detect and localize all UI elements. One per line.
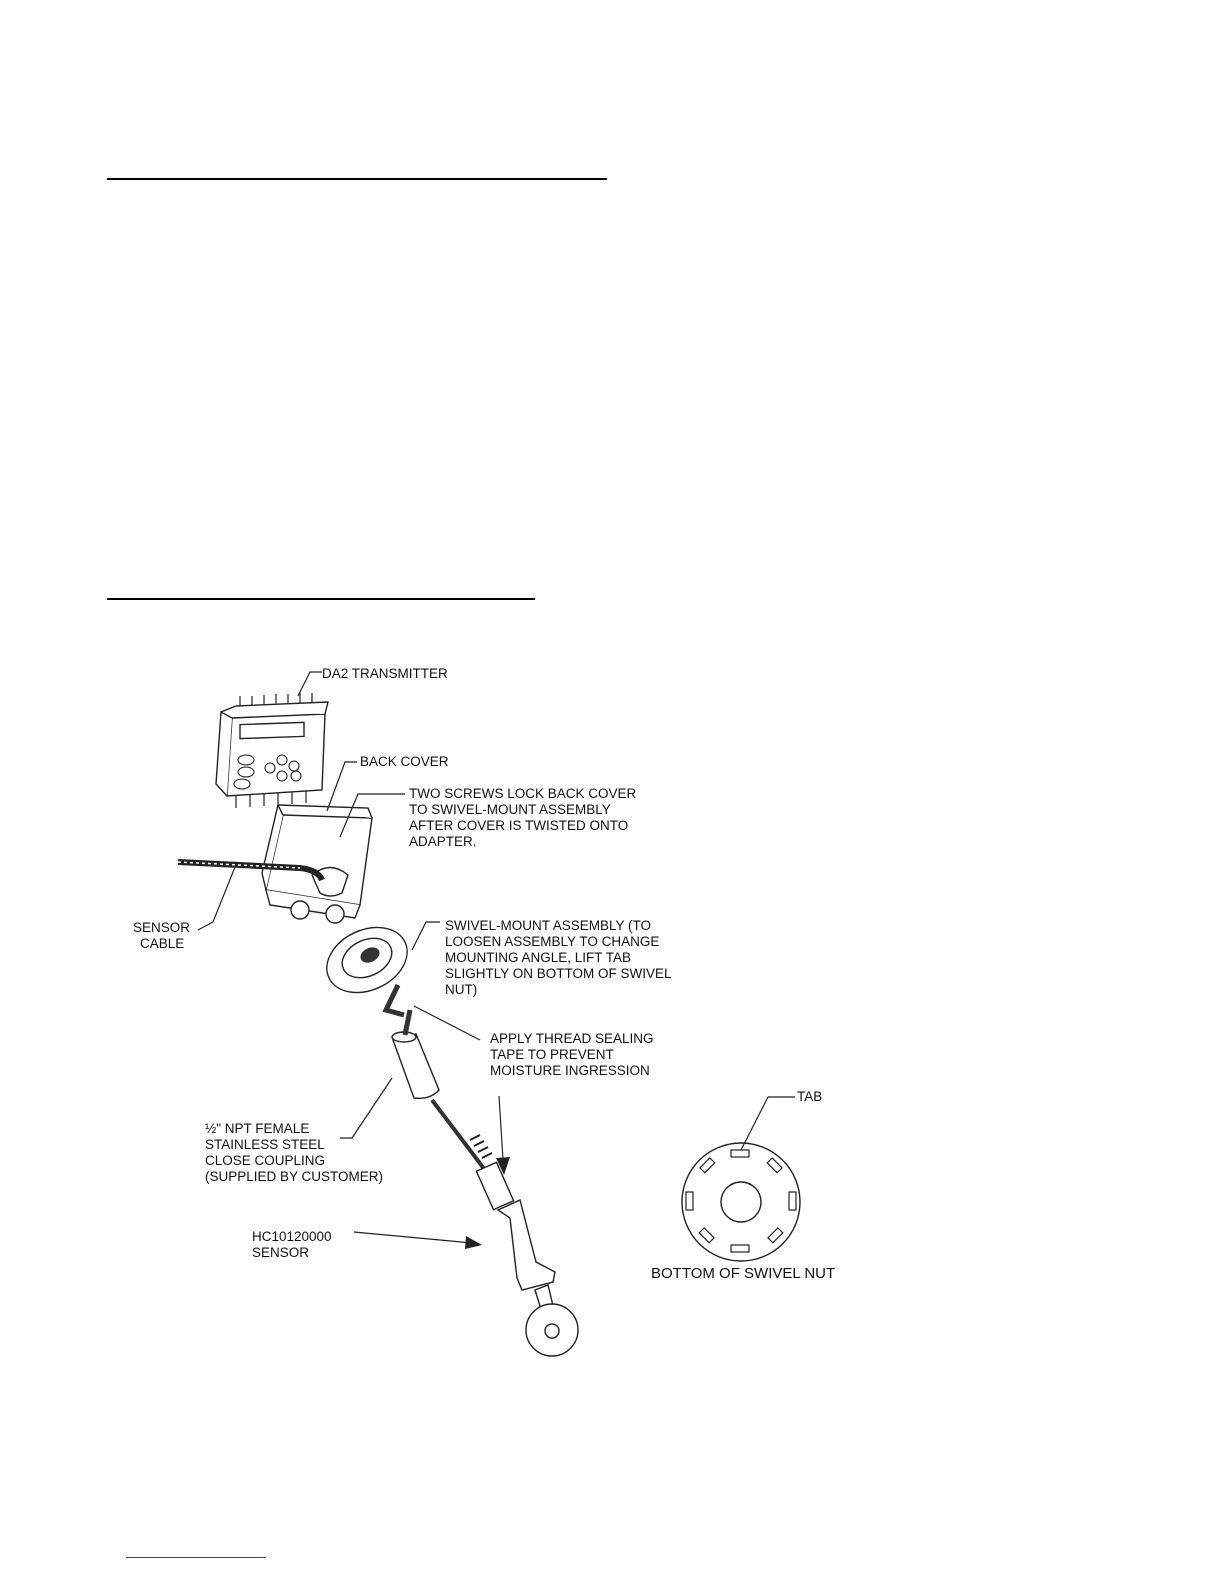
footer-link-underline[interactable] (126, 1557, 266, 1558)
label-coupling-line2: STAINLESS STEEL (205, 1137, 325, 1152)
close-coupling-drawing (340, 1006, 480, 1138)
label-coupling-line4: (SUPPLIED BY CUSTOMER) (205, 1169, 384, 1184)
label-swivel-line4: SLIGHTLY ON BOTTOM OF SWIVEL (445, 966, 672, 981)
label-thread-tape-line2: TAPE TO PREVENT (490, 1047, 614, 1062)
label-screws-line4: ADAPTER. (409, 834, 477, 849)
label-sensor-cable-line1: SENSOR (133, 920, 191, 935)
label-back-cover: BACK COVER (360, 754, 449, 769)
label-thread-tape-line1: APPLY THREAD SEALING (490, 1031, 654, 1046)
label-swivel-line5: NUT) (445, 982, 478, 997)
label-swivel-line3: MOUNTING ANGLE, LIFT TAB (445, 950, 632, 965)
label-swivel-line2: LOOSEN ASSEMBLY TO CHANGE (445, 934, 660, 949)
label-da2-transmitter: DA2 TRANSMITTER (322, 666, 448, 681)
hc10120000-sensor-drawing (354, 1096, 578, 1356)
label-sensor-cable-line2: CABLE (140, 936, 185, 951)
bottom-of-swivel-nut-drawing (682, 1097, 800, 1261)
label-screws-line2: TO SWIVEL-MOUNT ASSEMBLY (409, 802, 611, 817)
label-sensor-line2: SENSOR (252, 1245, 310, 1260)
label-thread-tape-line3: MOISTURE INGRESSION (490, 1063, 650, 1078)
label-coupling-line1: ½" NPT FEMALE (205, 1121, 310, 1136)
label-tab: TAB (797, 1089, 823, 1104)
label-sensor-line1: HC10120000 (252, 1229, 332, 1244)
label-swivel-line1: SWIVEL-MOUNT ASSEMBLY (TO (445, 918, 652, 933)
swivel-mount-drawing (316, 915, 440, 1015)
da2-transmitter-drawing (216, 672, 328, 808)
label-screws-line3: AFTER COVER IS TWISTED ONTO (409, 818, 629, 833)
label-bottom-of-swivel-nut: BOTTOM OF SWIVEL NUT (651, 1265, 836, 1282)
label-screws-line1: TWO SCREWS LOCK BACK COVER (409, 786, 637, 801)
label-coupling-line3: CLOSE COUPLING (205, 1153, 326, 1168)
